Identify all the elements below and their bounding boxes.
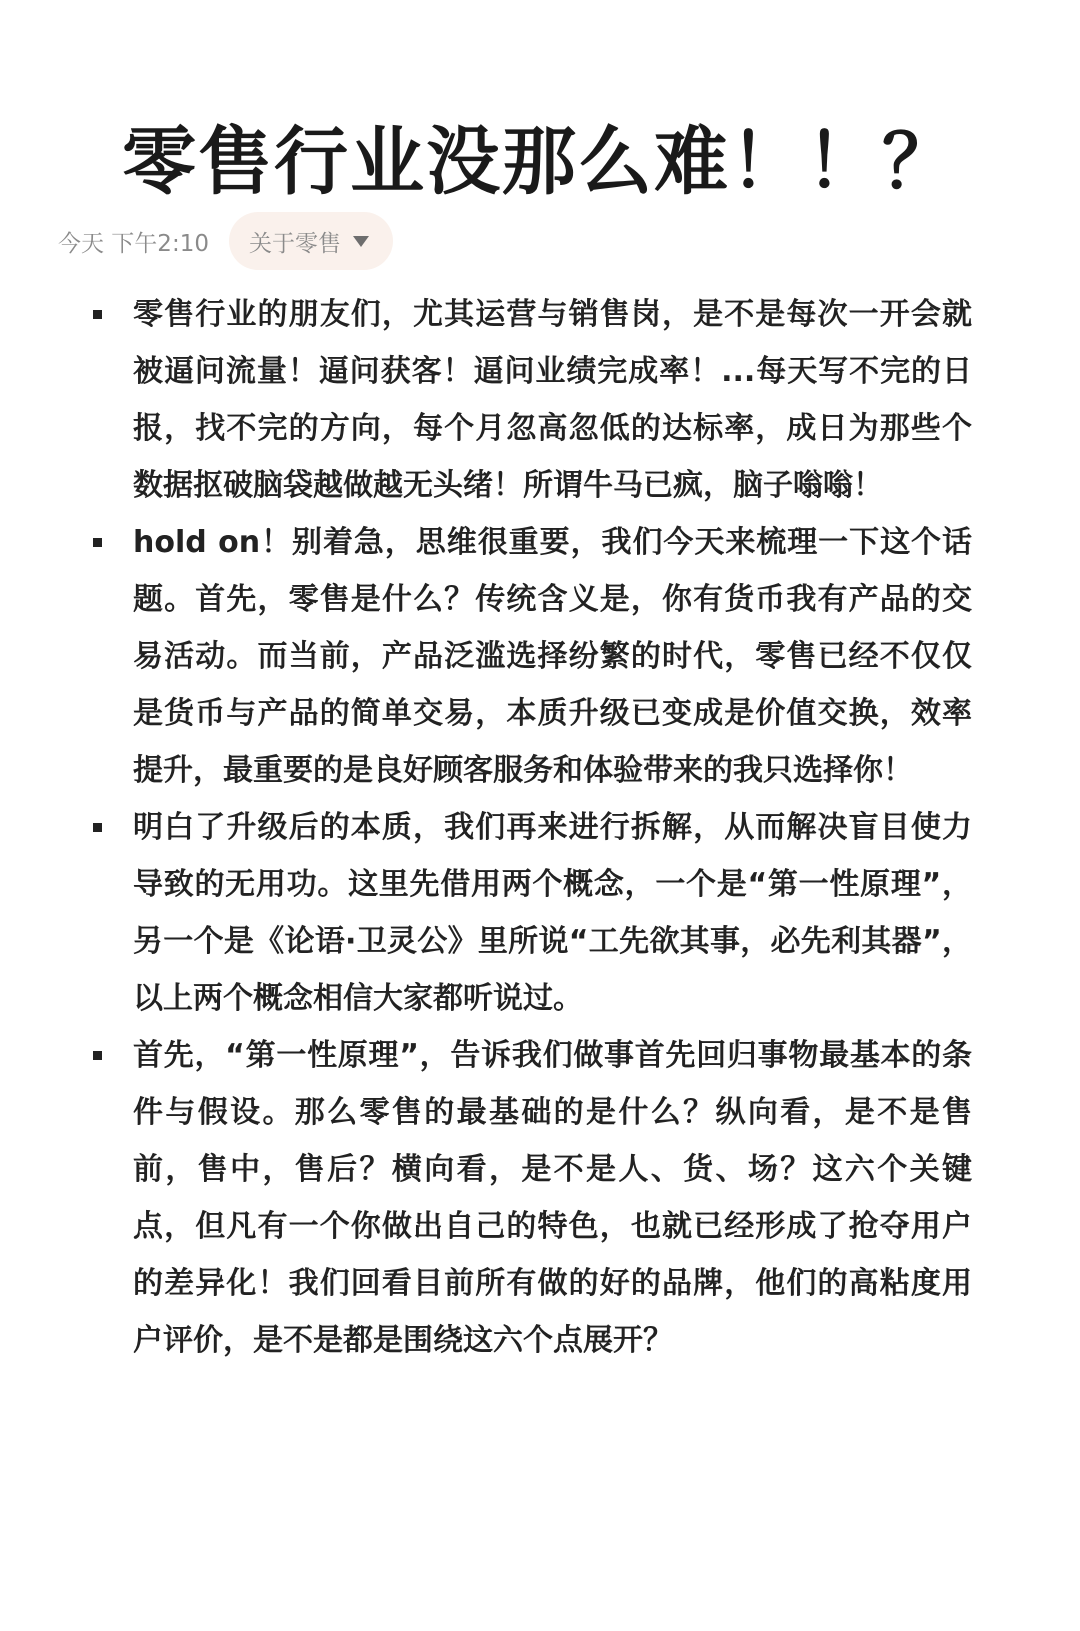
list-item xyxy=(92,1027,972,1369)
note-meta xyxy=(58,212,393,270)
list-item-text: 明白了升级后的本质，我们再来进行拆解，从而解决盲目使力导致的无用功。这里先借用两个概念，一个是“第一性原理”，另一个是《论语·卫灵公》里所说“工先欲其事，必先利其器”，以上两个概念相信大家都听说过。 xyxy=(133,810,972,1016)
list-item xyxy=(92,514,972,799)
timestamp: 今天 下午2:10 xyxy=(58,230,209,257)
bullet-square-icon xyxy=(93,823,102,832)
bullet-square-icon xyxy=(93,1051,102,1060)
list-item xyxy=(92,286,972,514)
list-item-text: hold on！别着急，思维很重要，我们今天来梳理一下这个话题。首先，零售是什么？传统含义是，你有货币我有产品的交易活动。而当前，产品泛滥选择纷繁的时代，零售已经不仅仅是货币与产品的简单交易，本质升级已变成是价值交换，效率提升，最重要的是良好顾客服务和体验带来的我只选择你！ xyxy=(133,525,972,788)
bullet-square-icon xyxy=(93,538,102,547)
list-item-text: 首先，“第一性原理”，告诉我们做事首先回归事物最基本的条件与假设。那么零售的最基础的是什么？纵向看，是不是售前，售中，售后？横向看，是不是人、货、场？这六个关键点，但凡有一个你做出自己的特色，也就已经形成了抢夺用户的差异化！我们回看目前所有做的好的品牌，他们的高粘度用户评价，是不是都是围绕这六个点展开？ xyxy=(133,1038,972,1358)
bullet-list xyxy=(92,286,972,1369)
list-item xyxy=(92,799,972,1027)
folder-tag-dropdown[interactable] xyxy=(229,212,393,270)
bullet-square-icon xyxy=(93,310,102,319)
caret-down-icon xyxy=(353,236,369,247)
folder-tag-label: 关于零售 xyxy=(248,230,341,257)
list-item-text: 零售行业的朋友们，尤其运营与销售岗，是不是每次一开会就被逼问流量！逼问获客！逼问业绩完成率！...每天写不完的日报，找不完的方向，每个月忽高忽低的达标率，成日为那些个数据抠破脑袋越做越无头绪！所谓牛马已疯，脑子嗡嗡！ xyxy=(133,297,972,503)
page-title: 零售行业没那么难！！？ xyxy=(122,119,958,205)
